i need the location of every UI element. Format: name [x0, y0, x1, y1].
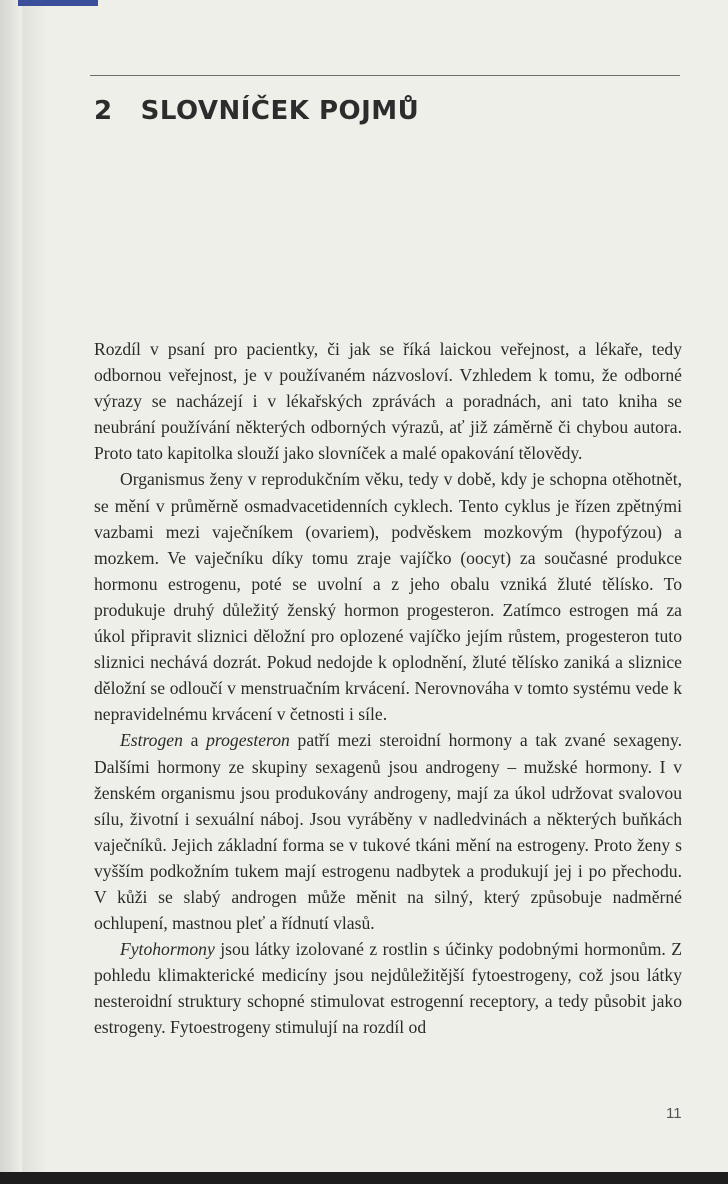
text-run: patří mezi steroidní hormony a tak zvané sexageny. Dalšími hormony ze skupiny sexagenů jsou androgeny – mužské hormony. I v ženském organismu jsou produkovány androgeny, mají za úkol udržovat svalovou sílu, životní i sexuální náboj. Jsou vyráběny v nadledvinách a některých buňkách vaječníků. Jejich základní forma se v tukové tkáni mění na estrogeny. Proto ženy s vyšším podkožním tukem mají estrogenu nadbytek a produkují jej i po přechodu. V kůži se slabý androgen může měnit na silný, který způsobuje nadměrné ochlupení, mastnou pleť a řídnutí vlasů.	[94, 730, 683, 934]
italic-term: Fytohormony	[120, 939, 215, 960]
top-edge-mark	[18, 0, 98, 6]
chapter-title: SLOVNÍČEK POJMŮ	[140, 96, 420, 126]
italic-term: progesteron	[206, 730, 290, 751]
page-binding-edge	[0, 0, 22, 1172]
page-gutter-shadow	[22, 0, 48, 1172]
scan-bottom-edge	[0, 1172, 728, 1184]
body-text	[94, 336, 682, 1041]
text-run: Organismus ženy v reprodukčním věku, tedy v době, kdy je schopna otěhotnět, se mění v průměrně osmadvacetidenních cyklech. Tento cyklus je řízen zpětnými vazbami mezi vaječníkem (ovariem), podvěskem mozkovým (hypofýzou) a mozkem. Ve vaječníku díky tomu zraje vajíčko (oocyt) za současné produkce hormonu estrogenu, poté se uvolní a z jeho obalu vzniká žluté tělísko. To produkuje druhý důležitý ženský hormon progesteron. Zatímco estrogen má za úkol připravit sliznici děložní pro oplozené vajíčko jejím růstem, progesteron tuto sliznici nechává dozrát. Pokud nedojde k oplodnění, žluté tělísko zaniká a sliznice děložní se odloučí v menstruačním krvácení. Nerovnováha v tomto systému vede k nepravidelnému krvácení v četnosti i síle.	[94, 469, 682, 725]
chapter-number: 2	[94, 96, 113, 126]
text-run: a	[182, 730, 207, 751]
italic-term: Estrogen	[120, 730, 183, 751]
paragraph	[94, 336, 682, 466]
header-rule	[90, 75, 680, 76]
paragraph	[94, 466, 682, 727]
paragraph	[94, 936, 682, 1040]
paragraph	[94, 727, 682, 936]
text-run: jsou látky izolované z rostlin s účinky podobnými hormonům. Z pohledu klimakterické medicíny jsou nejdůležitější fytoestrogeny, což jsou látky nesteroidní struktury schopné stimulovat estrogenní receptory, a tedy působit jako estrogeny. Fytoestrogeny stimulují na rozdíl od	[94, 939, 682, 1038]
chapter-heading	[94, 96, 419, 126]
text-run: Rozdíl v psaní pro pacientky, či jak se říká laickou veřejnost, a lékaře, tedy odbornou veřejnost, je v používaném názvosloví. Vzhledem k tomu, že odborné výrazy se nacházejí i v lékařských zprávách a poradnách, ani tato kniha se neubrání používání některých odborných výrazů, ať již záměrně či chybou autora. Proto tato kapitolka slouží jako slovníček a malé opakování tělovědy.	[94, 339, 682, 464]
page-number: 11	[666, 1105, 682, 1122]
